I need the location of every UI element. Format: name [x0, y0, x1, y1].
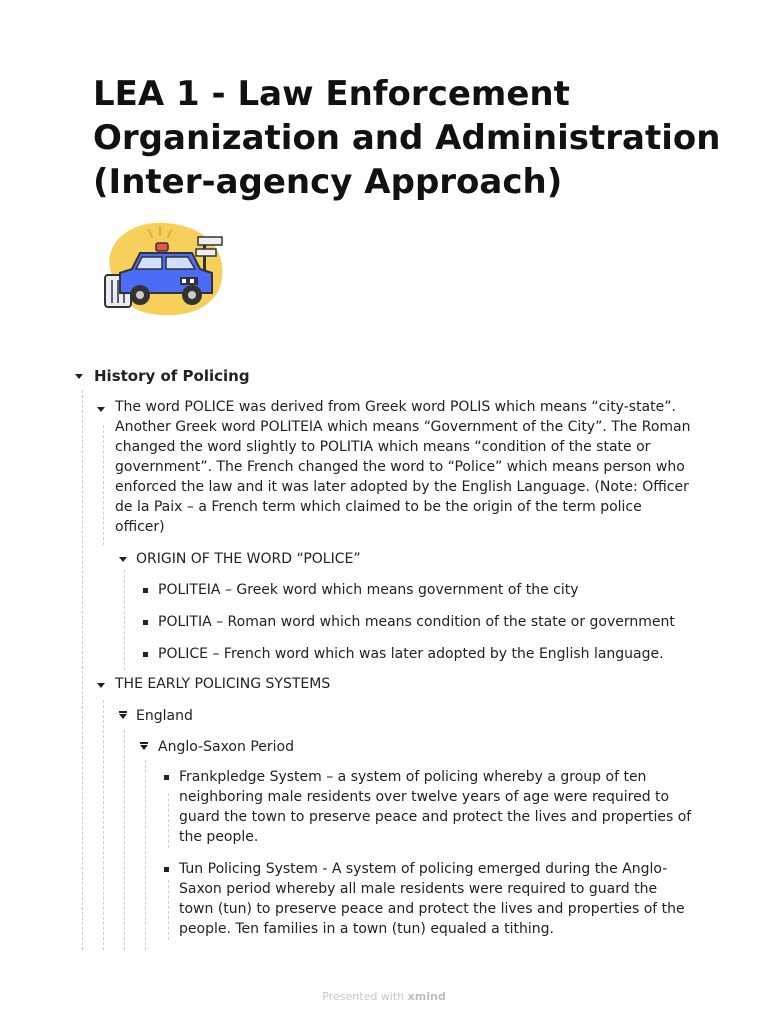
- paragraph-line: changed the word slightly to POLITIA which means “condition of the state or: [115, 439, 651, 455]
- guide-line: [168, 793, 169, 848]
- police-car-icon: [100, 215, 230, 325]
- guide-line: [82, 390, 83, 950]
- collapse-caret-icon[interactable]: [97, 407, 105, 412]
- paragraph-line: The word POLICE was derived from Greek word POLIS which means “city-state”.: [115, 399, 676, 415]
- guide-line: [168, 880, 169, 940]
- list-item[interactable]: POLITIA – Roman word which means condition of the state or government: [158, 614, 675, 630]
- collapse-caret-icon[interactable]: [140, 745, 148, 750]
- topic-anglo-saxon-period[interactable]: Anglo-Saxon Period: [158, 739, 294, 755]
- guide-line: [145, 760, 146, 950]
- footer-watermark: [0, 990, 768, 1003]
- paragraph-line: town (tun) to preserve peace and protect the lives and properties of the: [179, 901, 685, 917]
- collapse-caret-icon[interactable]: [97, 683, 105, 688]
- guide-line: [103, 425, 104, 545]
- paragraph-line: Frankpledge System – a system of policing whereby a group of ten: [179, 769, 647, 785]
- title-line-2: Organization and Administration: [93, 118, 721, 158]
- guide-line: [103, 700, 104, 950]
- paragraph-line: Saxon period whereby all male residents were required to guard the: [179, 881, 658, 897]
- page-title: [93, 72, 733, 204]
- bullet-icon: [143, 652, 148, 657]
- paragraph-line: people. Ten families in a town (tun) equaled a tithing.: [179, 921, 554, 937]
- paragraph-line: enforced the law and it was later adopted by the English Language. (Note: Officer: [115, 479, 689, 495]
- topic-tun-policing-system[interactable]: [179, 859, 685, 939]
- paragraph-line: officer): [115, 519, 165, 535]
- guide-line: [124, 570, 125, 670]
- topic-origin-of-word-police[interactable]: ORIGIN OF THE WORD “POLICE”: [136, 551, 361, 567]
- collapse-caret-icon[interactable]: [119, 714, 127, 719]
- xmind-logo: xmind: [407, 990, 446, 1003]
- title-line-3: (Inter-agency Approach): [93, 162, 563, 202]
- list-item[interactable]: POLICE – French word which was later adopted by the English language.: [158, 646, 664, 662]
- paragraph-line: Another Greek word POLITEIA which means “Government of the City”. The Roman: [115, 419, 691, 435]
- footer-prefix: Presented with: [322, 990, 405, 1003]
- list-item[interactable]: POLITEIA – Greek word which means government of the city: [158, 582, 579, 598]
- collapse-caret-icon[interactable]: [119, 557, 127, 562]
- paragraph-line: de la Paix – a French term which claimed to be the origin of the term police: [115, 499, 642, 515]
- paragraph-line: neighboring male residents over twelve years of age were required to: [179, 789, 670, 805]
- topic-early-policing-systems[interactable]: THE EARLY POLICING SYSTEMS: [115, 676, 331, 692]
- paragraph-line: Tun Policing System - A system of policing emerged during the Anglo-: [179, 861, 668, 877]
- paragraph-line: the people.: [179, 829, 259, 845]
- topic-frankpledge-system[interactable]: [179, 767, 691, 847]
- guide-line: [124, 730, 125, 950]
- topic-england[interactable]: England: [136, 708, 193, 724]
- bullet-icon: [164, 775, 169, 780]
- title-line-1: LEA 1 - Law Enforcement: [93, 74, 570, 114]
- collapse-caret-icon[interactable]: [75, 374, 83, 379]
- bullet-icon: [164, 867, 169, 872]
- paragraph-line: government”. The French changed the word to “Police” which means person who: [115, 459, 685, 475]
- bullet-icon: [143, 588, 148, 593]
- bullet-icon: [143, 620, 148, 625]
- paragraph-line: guard the town to preserve peace and protect the lives and properties of: [179, 809, 692, 825]
- topic-word-police-origin[interactable]: [115, 397, 690, 537]
- topic-history-of-policing[interactable]: History of Policing: [94, 367, 250, 385]
